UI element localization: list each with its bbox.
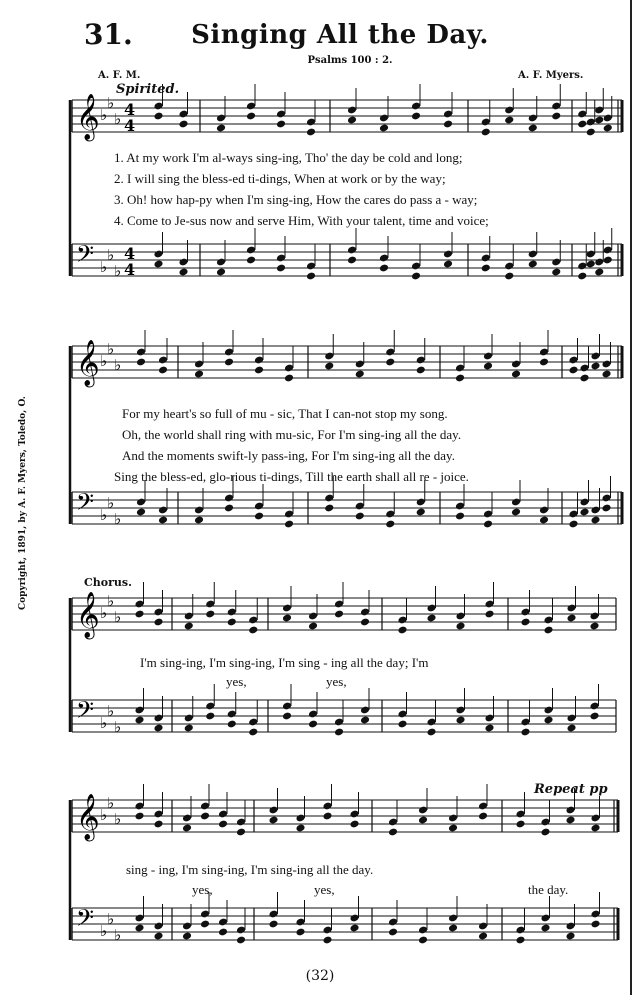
note-head xyxy=(568,366,578,375)
note-head xyxy=(153,820,163,829)
note-head xyxy=(334,728,344,737)
note-head xyxy=(603,124,613,133)
note-head xyxy=(385,358,395,367)
note-head xyxy=(568,520,578,529)
note-head xyxy=(515,820,525,829)
note-head xyxy=(184,724,194,733)
repeat-marking: Repeat pp xyxy=(534,782,608,797)
note-head xyxy=(520,728,530,737)
note-head xyxy=(349,924,359,933)
note-head xyxy=(134,610,144,619)
flat-icon: ♭ xyxy=(100,352,108,370)
verse-2-line-2: Oh, the world shall ring with mu-sic, For I'm sing-ing all the day. xyxy=(122,427,462,442)
chorus-echo-1: yes, xyxy=(226,674,247,689)
flat-icon: ♭ xyxy=(114,608,122,626)
note-head xyxy=(385,520,395,529)
note-head xyxy=(216,124,226,133)
note-head xyxy=(218,928,228,937)
note-head xyxy=(295,824,305,833)
verse-1-line-2: For my heart's so full of mu - sic, That I can-not stop my song. xyxy=(122,406,448,421)
note-head xyxy=(205,610,215,619)
note-head xyxy=(182,932,192,941)
note-head xyxy=(543,716,553,725)
chorus-line-1: I'm sing-ing, I'm sing-ing, I'm sing - ing all the day; I'm xyxy=(140,655,429,670)
note-head xyxy=(577,272,587,281)
verse-2-line-1: 2. I will sing the bless-ed ti-dings, When at work or by the way; xyxy=(114,171,446,186)
time-signature: 4 xyxy=(124,100,136,119)
note-head xyxy=(227,618,237,627)
note-head xyxy=(216,268,226,277)
flat-icon: ♭ xyxy=(114,510,122,528)
note-head xyxy=(379,124,389,133)
note-head xyxy=(603,256,613,265)
time-signature: 4 xyxy=(124,260,136,279)
note-head xyxy=(308,720,318,729)
note-head xyxy=(153,724,163,733)
note-head xyxy=(388,828,398,837)
note-head xyxy=(411,112,421,121)
note-head xyxy=(411,272,421,281)
note-head xyxy=(577,120,587,129)
note-head xyxy=(426,728,436,737)
chorus-echo-3: yes, xyxy=(192,882,213,897)
note-head xyxy=(540,828,550,837)
verse-3-line-2: And the moments swift-ly pass-ing, For I'm sing-ing all the day. xyxy=(122,448,455,463)
music-credit: A. F. Myers. xyxy=(518,70,584,81)
note-head xyxy=(276,120,286,129)
flat-icon: ♭ xyxy=(114,718,122,736)
note-head xyxy=(565,932,575,941)
note-head xyxy=(224,358,234,367)
note-head xyxy=(158,366,168,375)
note-head xyxy=(282,712,292,721)
flat-icon: ♭ xyxy=(114,810,122,828)
note-head xyxy=(579,508,589,517)
note-head xyxy=(511,508,521,517)
flat-icon: ♭ xyxy=(114,926,122,944)
note-head xyxy=(236,936,246,945)
note-head xyxy=(282,614,292,623)
note-head xyxy=(246,256,256,265)
note-head xyxy=(448,924,458,933)
note-head xyxy=(322,812,332,821)
note-head xyxy=(443,260,453,269)
note-head xyxy=(483,520,493,529)
flat-icon: ♭ xyxy=(107,246,115,264)
note-head xyxy=(515,936,525,945)
note-head xyxy=(200,920,210,929)
note-head xyxy=(227,720,237,729)
chorus-label: Chorus. xyxy=(84,576,132,589)
note-head xyxy=(455,374,465,383)
note-head xyxy=(540,924,550,933)
treble-clef-icon: 𝄞 xyxy=(76,592,100,638)
note-head xyxy=(528,124,538,133)
note-head xyxy=(178,120,188,129)
time-signature: 4 xyxy=(124,116,136,135)
note-head xyxy=(284,374,294,383)
note-head xyxy=(360,618,370,627)
flat-icon: ♭ xyxy=(107,910,115,928)
note-head xyxy=(483,362,493,371)
note-head xyxy=(586,260,596,269)
scripture-reference: Psalms 100 : 2. xyxy=(307,55,393,66)
flat-icon: ♭ xyxy=(114,262,122,280)
treble-clef-icon: 𝄞 xyxy=(76,94,100,140)
bass-clef-icon: 𝄢 xyxy=(76,904,95,937)
note-head xyxy=(153,932,163,941)
flat-icon: ♭ xyxy=(107,794,115,812)
note-head xyxy=(565,816,575,825)
chorus-echo-5: the day. xyxy=(528,882,569,897)
note-head xyxy=(579,374,589,383)
flat-icon: ♭ xyxy=(107,94,115,112)
treble-clef-icon: 𝄞 xyxy=(76,340,100,386)
note-head xyxy=(455,716,465,725)
flat-icon: ♭ xyxy=(107,592,115,610)
note-head xyxy=(586,128,596,137)
copyright-notice: Copyright, 1891, by A. F. Myers, Toledo, O. xyxy=(18,396,28,610)
bass-clef-icon: 𝄢 xyxy=(76,488,95,521)
chorus-echo-2: yes, xyxy=(326,674,347,689)
verse-4-line-2: Sing the bless-ed, glo-rious ti-dings, Till the earth shall all re - joice. xyxy=(114,469,469,484)
words-credit: A. F. M. xyxy=(98,70,141,81)
note-head xyxy=(551,268,561,277)
note-head xyxy=(322,936,332,945)
note-head xyxy=(254,512,264,521)
note-head xyxy=(590,824,600,833)
note-head xyxy=(484,610,494,619)
flat-icon: ♭ xyxy=(107,494,115,512)
note-head xyxy=(248,626,258,635)
flat-icon: ♭ xyxy=(114,356,122,374)
note-head xyxy=(511,370,521,379)
note-head xyxy=(426,614,436,623)
flat-icon: ♭ xyxy=(100,258,108,276)
verse-1-line-1: 1. At my work I'm al-ways sing-ing, Tho' the day be cold and long; xyxy=(114,150,463,165)
note-head xyxy=(224,504,234,513)
note-head xyxy=(134,924,144,933)
note-head xyxy=(418,936,428,945)
note-head xyxy=(200,812,210,821)
note-head xyxy=(478,812,488,821)
time-signature: 4 xyxy=(124,244,136,263)
note-head xyxy=(136,358,146,367)
note-head xyxy=(443,120,453,129)
flat-icon: ♭ xyxy=(107,702,115,720)
note-head xyxy=(158,516,168,525)
note-head xyxy=(589,712,599,721)
tempo-marking: Spirited. xyxy=(116,82,180,97)
page-number: (32) xyxy=(305,968,335,984)
note-head xyxy=(481,264,491,273)
note-head xyxy=(481,128,491,137)
note-head xyxy=(268,920,278,929)
note-head xyxy=(347,256,357,265)
note-head xyxy=(136,508,146,517)
note-head xyxy=(448,824,458,833)
note-head xyxy=(566,614,576,623)
note-head xyxy=(594,268,604,277)
note-head xyxy=(306,272,316,281)
note-head xyxy=(416,508,426,517)
note-head xyxy=(324,504,334,513)
note-head xyxy=(205,712,215,721)
note-head xyxy=(504,116,514,125)
flat-icon: ♭ xyxy=(100,806,108,824)
flat-icon: ♭ xyxy=(100,604,108,622)
note-head xyxy=(153,112,163,121)
note-head xyxy=(455,512,465,521)
note-head xyxy=(182,824,192,833)
note-head xyxy=(295,928,305,937)
note-head xyxy=(520,618,530,627)
note-head xyxy=(194,516,204,525)
bass-clef-icon: 𝄢 xyxy=(76,696,95,729)
flat-icon: ♭ xyxy=(107,340,115,358)
note-head xyxy=(276,264,286,273)
note-head xyxy=(601,504,611,513)
note-head xyxy=(551,112,561,121)
note-head xyxy=(134,716,144,725)
note-head xyxy=(334,610,344,619)
note-head xyxy=(504,272,514,281)
note-head xyxy=(153,618,163,627)
chorus-line-2: sing - ing, I'm sing-ing, I'm sing-ing all the day. xyxy=(126,862,374,877)
note-head xyxy=(324,362,334,371)
note-head xyxy=(308,622,318,631)
note-head xyxy=(379,264,389,273)
chorus-echo-4: yes, xyxy=(314,882,335,897)
hymn-title: Singing All the Day. xyxy=(191,20,489,50)
hymn-number: 31. xyxy=(84,18,133,51)
note-head xyxy=(349,820,359,829)
note-head xyxy=(218,820,228,829)
note-head xyxy=(306,128,316,137)
note-head xyxy=(347,116,357,125)
note-head xyxy=(184,622,194,631)
note-head xyxy=(254,366,264,375)
note-head xyxy=(248,728,258,737)
note-head xyxy=(134,812,144,821)
treble-clef-icon: 𝄞 xyxy=(76,794,100,840)
note-head xyxy=(416,366,426,375)
flat-icon: ♭ xyxy=(100,714,108,732)
note-head xyxy=(590,920,600,929)
note-head xyxy=(539,516,549,525)
note-head xyxy=(236,828,246,837)
flat-icon: ♭ xyxy=(100,922,108,940)
note-head xyxy=(566,724,576,733)
note-head xyxy=(397,626,407,635)
note-head xyxy=(539,358,549,367)
note-head xyxy=(589,622,599,631)
note-head xyxy=(478,932,488,941)
note-head xyxy=(528,260,538,269)
note-head xyxy=(194,370,204,379)
note-head xyxy=(543,626,553,635)
note-head xyxy=(268,816,278,825)
note-head xyxy=(397,720,407,729)
verse-4-line-1: 4. Come to Je-sus now and serve Him, With your talent, time and voice; xyxy=(114,213,489,228)
note-head xyxy=(284,520,294,529)
note-head xyxy=(601,370,611,379)
flat-icon: ♭ xyxy=(100,506,108,524)
flat-icon: ♭ xyxy=(100,106,108,124)
note-head xyxy=(455,622,465,631)
note-head xyxy=(590,362,600,371)
note-head xyxy=(153,260,163,269)
note-head xyxy=(355,370,365,379)
flat-icon: ♭ xyxy=(114,110,122,128)
note-head xyxy=(418,816,428,825)
verse-3-line-1: 3. Oh! how hap-py when I'm sing-ing, How the cares do pass a - way; xyxy=(114,192,478,207)
bass-clef-icon: 𝄢 xyxy=(76,240,95,273)
note-head xyxy=(355,512,365,521)
note-head xyxy=(388,928,398,937)
note-head xyxy=(590,516,600,525)
note-head xyxy=(594,116,604,125)
note-head xyxy=(178,268,188,277)
note-head xyxy=(246,112,256,121)
note-head xyxy=(360,716,370,725)
note-head xyxy=(484,724,494,733)
